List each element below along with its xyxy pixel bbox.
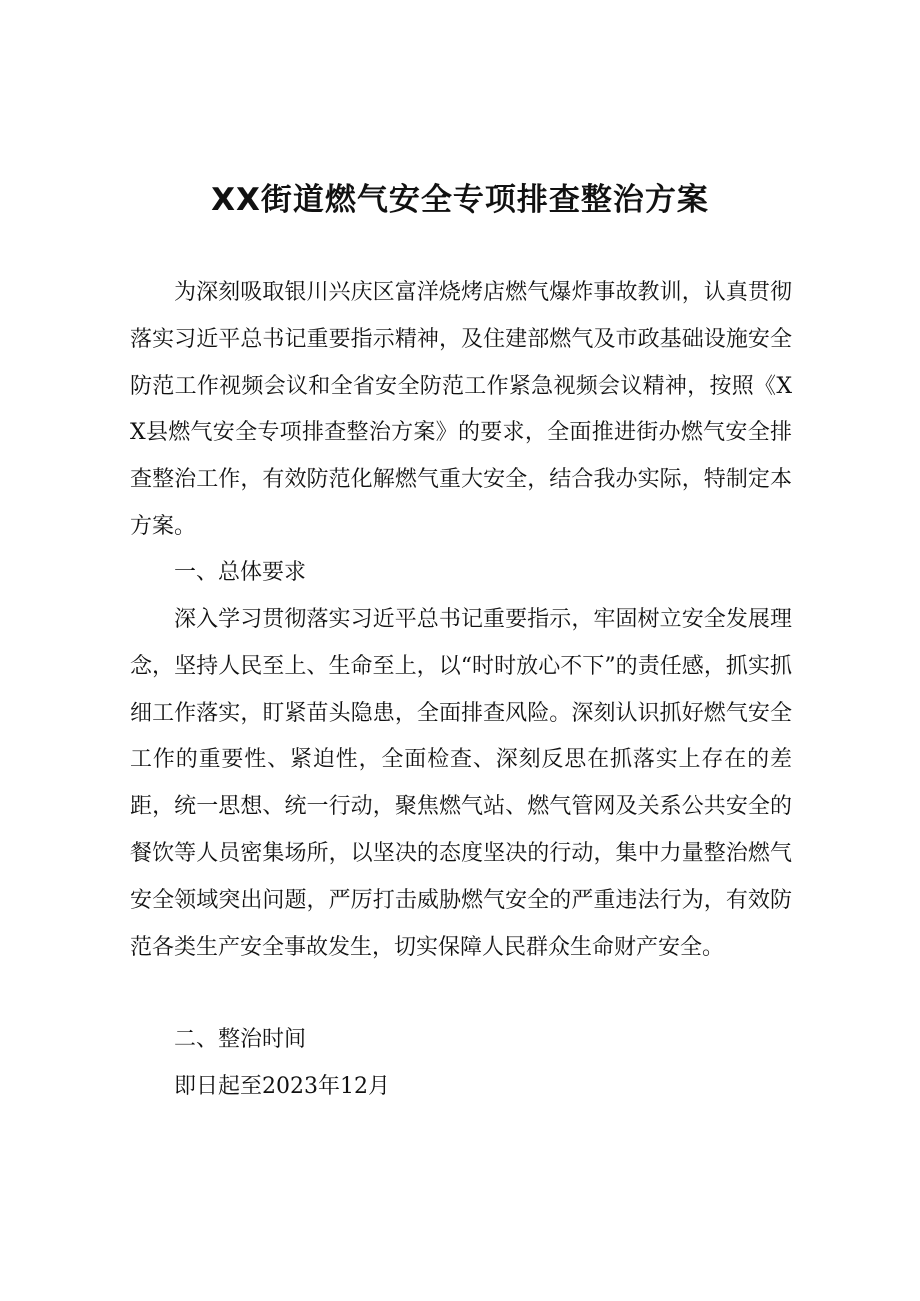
time-paragraph-block <box>130 1064 792 1111</box>
requirements-paragraph: 深入学习贯彻落实习近平总书记重要指示，牢固树立安全发展理念，坚持人民至上、生命至上，以“时时放心不下”的责任感，抓实抓细工作落实，盯紧苗头隐患，全面排查风险。深刻认识抓好燃气安全工作的重要性、紧迫性，全面检查、深刻反思在抓落实上存在的差距，统一思想、统一行动，聚焦燃气站、燃气管网及关系公共安全的餐饮等人员密集场所，以坚决的态度坚决的行动，集中力量整治燃气安全领域突出问题，严厉打击威胁燃气安全的严重违法行为，有效防范各类生产安全事故发生，切实保障人民群众生命财产安全。 <box>130 607 792 960</box>
section-heading-block-2 <box>130 1017 792 1064</box>
section-heading-block-1 <box>130 550 792 597</box>
section-heading-general-requirements: 一、总体要求 <box>174 560 307 585</box>
requirements-paragraph-block <box>130 597 792 971</box>
document-title: XX街道燃气安全专项排查整治方案 <box>211 182 709 218</box>
intro-paragraph-block <box>130 270 792 551</box>
intro-paragraph: 为深刻吸取银川兴庆区富洋烧烤店燃气爆炸事故教训，认真贯彻落实习近平总书记重要指示精神，及住建部燃气及市政基础设施安全防范工作视频会议和全省安全防范工作紧急视频会议精神，按照《XX县燃气安全专项排查整治方案》的要求，全面推进街办燃气安全排查整治工作，有效防范化解燃气重大安全，结合我办实际，特制定本方案。 <box>130 280 792 539</box>
section-heading-rectification-time: 二、整治时间 <box>174 1027 307 1052</box>
time-paragraph: 即日起至2023年12月 <box>174 1074 390 1099</box>
